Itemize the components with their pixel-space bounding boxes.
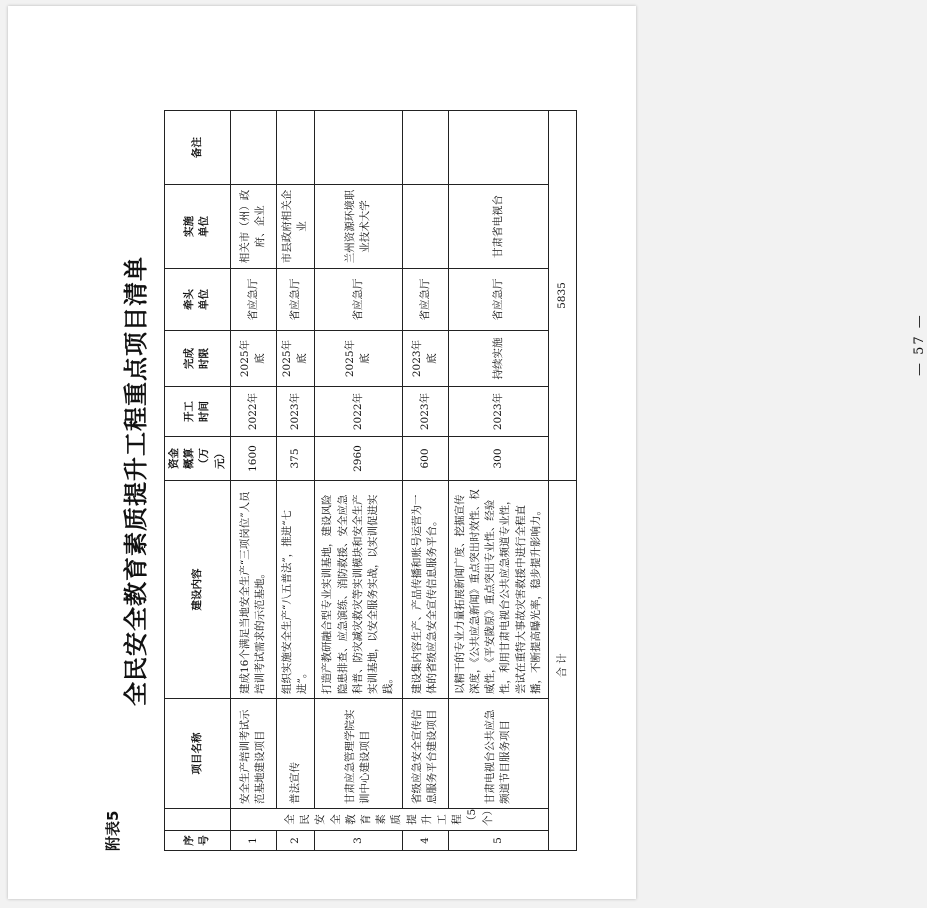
table-row <box>276 111 314 851</box>
cell-seq: 2 <box>276 831 314 851</box>
table-row <box>448 111 548 851</box>
cell-seq: 1 <box>230 831 276 851</box>
cell-impl <box>402 185 448 269</box>
cell-budget: 300 <box>448 437 548 481</box>
cell-lead: 省应急厅 <box>276 269 314 331</box>
cell-note <box>314 111 402 185</box>
cell-start: 2022年 <box>314 387 402 437</box>
annex-label: 附表5 <box>104 810 122 851</box>
cell-seq: 5 <box>448 831 548 851</box>
cell-name: 甘肃电视台公共应急频道节目服务项目 <box>448 699 548 809</box>
cell-name: 普法宣传 <box>276 699 314 809</box>
cell-note <box>276 111 314 185</box>
page-number: — 57 — <box>912 313 927 376</box>
cell-budget: 1600 <box>230 437 276 481</box>
cell-name: 省级应急安全宣传信息服务平台建设项目 <box>402 699 448 809</box>
project-table <box>164 110 577 851</box>
cell-lead: 省应急厅 <box>402 269 448 331</box>
total-row <box>548 111 576 851</box>
cell-content: 组织实施安全生产“八五普法”，推进“七进”。 <box>276 481 314 699</box>
cell-content: 打造产教研融合型专业实训基地，建设风险隐患排查、应急演练、消防救援、安全应急科普、防灾减灾救灾等实训模块和安全生产实训基地，以安全服务实战，以实训促进实践。 <box>314 481 402 699</box>
cell-lead: 省应急厅 <box>448 269 548 331</box>
cell-start: 2023年 <box>448 387 548 437</box>
cell-finish: 2025年底 <box>230 331 276 387</box>
cell-content: 建成16个满足当地安全生产“三项岗位”人员培训考试需求的示范基地。 <box>230 481 276 699</box>
table-row <box>230 111 276 851</box>
cell-name: 甘肃应急管理学院实训中心建设项目 <box>314 699 402 809</box>
total-label: 合 计 <box>548 481 576 851</box>
total-value: 5835 <box>548 111 576 481</box>
cell-start: 2022年 <box>230 387 276 437</box>
cell-name: 安全生产培训考试示范基地建设项目 <box>230 699 276 809</box>
cell-start: 2023年 <box>276 387 314 437</box>
cell-lead: 省应急厅 <box>314 269 402 331</box>
header-start: 开工 时间 <box>165 387 231 437</box>
header-note: 备注 <box>165 111 231 185</box>
cell-finish: 2023年底 <box>402 331 448 387</box>
cell-impl: 相关市（州）政府、企业 <box>230 185 276 269</box>
category-cell: 全民安全教育素质提升工程（5个） <box>230 809 548 831</box>
header-seq: 序号 <box>165 831 231 851</box>
header-content: 建设内容 <box>165 481 231 699</box>
page-title: 全民安全教育素质提升工程重点项目清单 <box>121 256 150 706</box>
cell-note <box>230 111 276 185</box>
cell-budget: 2960 <box>314 437 402 481</box>
cell-seq: 4 <box>402 831 448 851</box>
table-row <box>402 111 448 851</box>
cell-seq: 3 <box>314 831 402 851</box>
rotated-content <box>102 111 927 851</box>
header-lead: 牵头 单位 <box>165 269 231 331</box>
header-impl: 实施 单位 <box>165 185 231 269</box>
header-row <box>165 111 231 851</box>
header-name: 项目名称 <box>165 699 231 809</box>
cell-note <box>448 111 548 185</box>
table-row <box>314 111 402 851</box>
cell-finish: 持续实施 <box>448 331 548 387</box>
cell-impl: 市县政府相关企业 <box>276 185 314 269</box>
cell-finish: 2025年底 <box>314 331 402 387</box>
cell-impl: 甘肃省电视台 <box>448 185 548 269</box>
cell-content: 建设集内容生产、产品传播和账号运营为一体的省级应急安全宣传信息服务平台。 <box>402 481 448 699</box>
cell-lead: 省应急厅 <box>230 269 276 331</box>
cell-content: 以精干的专业力量拓展新闻广度、挖掘宣传深度，《公共应急新闻》重点突出时效性、权威性，《平安陇原》重点突出专业性、经验性，利用甘肃电视台公共应急频道专业性，尝试在重特大事故灾害救援中进行全程直播，不断提高曝光率，稳步提升影响力。 <box>448 481 548 699</box>
document-page <box>8 6 927 899</box>
header-finish: 完成 时限 <box>165 331 231 387</box>
cell-note <box>402 111 448 185</box>
cell-budget: 600 <box>402 437 448 481</box>
cell-budget: 375 <box>276 437 314 481</box>
header-budget: 资金 概算 （万元） <box>165 437 231 481</box>
cell-start: 2023年 <box>402 387 448 437</box>
cell-impl: 兰州资源环境职业技术大学 <box>314 185 402 269</box>
header-category <box>165 809 231 831</box>
cell-finish: 2025年底 <box>276 331 314 387</box>
